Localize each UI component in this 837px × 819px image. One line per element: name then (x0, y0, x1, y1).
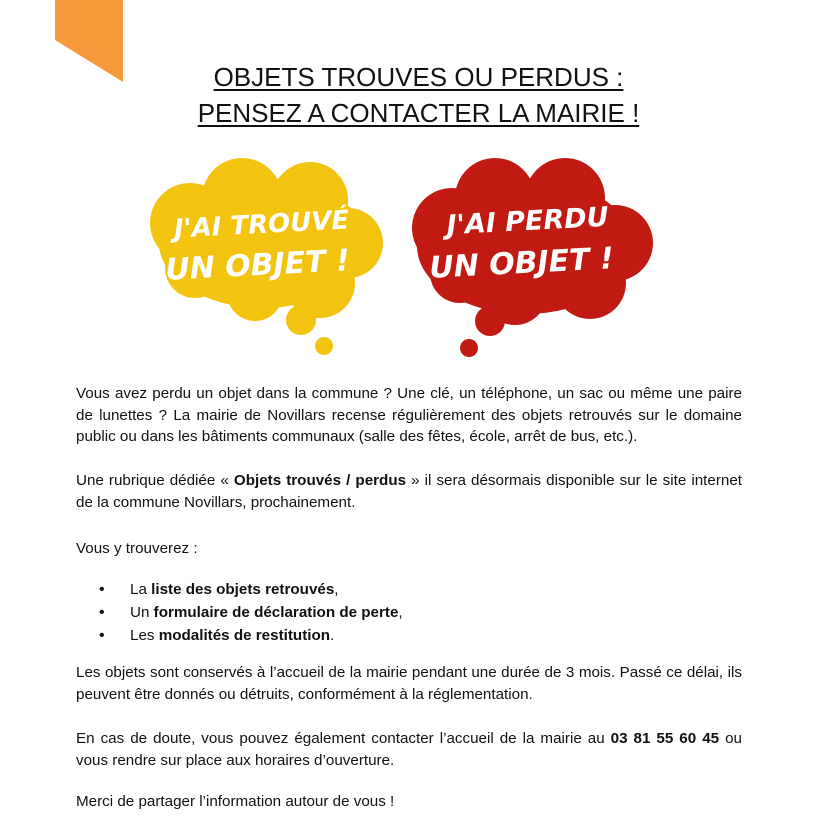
lost-text-line-1: J'AI PERDU (445, 201, 610, 242)
rubric-name: Objets trouvés / perdus (233, 472, 407, 489)
contact-text-post: ou vous rendre sur place aux horaires d’ouverture. (76, 730, 742, 769)
lost-text-line-2: UN OBJET ! (428, 241, 615, 286)
list-item-post: , (398, 604, 403, 621)
list-item-pre: Les (130, 627, 159, 644)
list-item (99, 624, 403, 647)
find-intro: Vous y trouverez : (76, 540, 198, 557)
list-item-bold: modalités de restitution (158, 627, 331, 644)
list-item-post: . (330, 627, 335, 644)
intro-paragraph: Vous avez perdu un objet dans la commune ? Une clé, un téléphone, un sac ou même une paire de lunettes ? La mairie de Novillars recense régulièrement des objets retrouvés sur le domaine public ou dans les bâtiments communaux (salle des fêtes, école, arrêt de bus, etc.). (76, 385, 742, 445)
found-text-line-2: UN OBJET ! (164, 243, 351, 288)
found-bubble (150, 158, 383, 355)
contact-paragraph (76, 728, 742, 771)
lost-bubble (412, 158, 653, 357)
list-item-pre: Un (130, 604, 154, 621)
list-item-post: , (334, 581, 339, 598)
contact-text-pre: En cas de doute, vous pouvez également contacter l’accueil de la mairie au (76, 730, 611, 747)
conservation-paragraph: Les objets sont conservés à l’accueil de la mairie pendant une durée de 3 mois. Passé ce délai, ils peuvent être donnés ou détruits, conformément à la réglementation. (76, 664, 742, 703)
page-title-line-2: PENSEZ A CONTACTER LA MAIRIE ! (197, 98, 640, 128)
page-title-line-1: OBJETS TROUVES OU PERDUS : (213, 62, 624, 92)
closing-paragraph: Merci de partager l’information autour de vous ! (76, 793, 395, 810)
features-list (99, 578, 403, 647)
bubbles-illustration (150, 158, 670, 373)
list-item-pre: La (130, 581, 152, 598)
rubric-text-pre: Une rubrique dédiée « (76, 472, 234, 489)
found-text-line-1: J'AI TROUVÉ (173, 205, 350, 245)
list-item-bold: formulaire de déclaration de perte (153, 604, 399, 621)
contact-phone: 03 81 55 60 45 (610, 730, 720, 747)
list-item (99, 601, 403, 624)
list-item (99, 578, 403, 601)
list-item-bold: liste des objets retrouvés (151, 581, 335, 598)
rubric-paragraph (76, 470, 742, 513)
rubric-text-post: » il sera désormais disponible sur le site internet de la commune Novillars, prochainement. (76, 472, 743, 511)
